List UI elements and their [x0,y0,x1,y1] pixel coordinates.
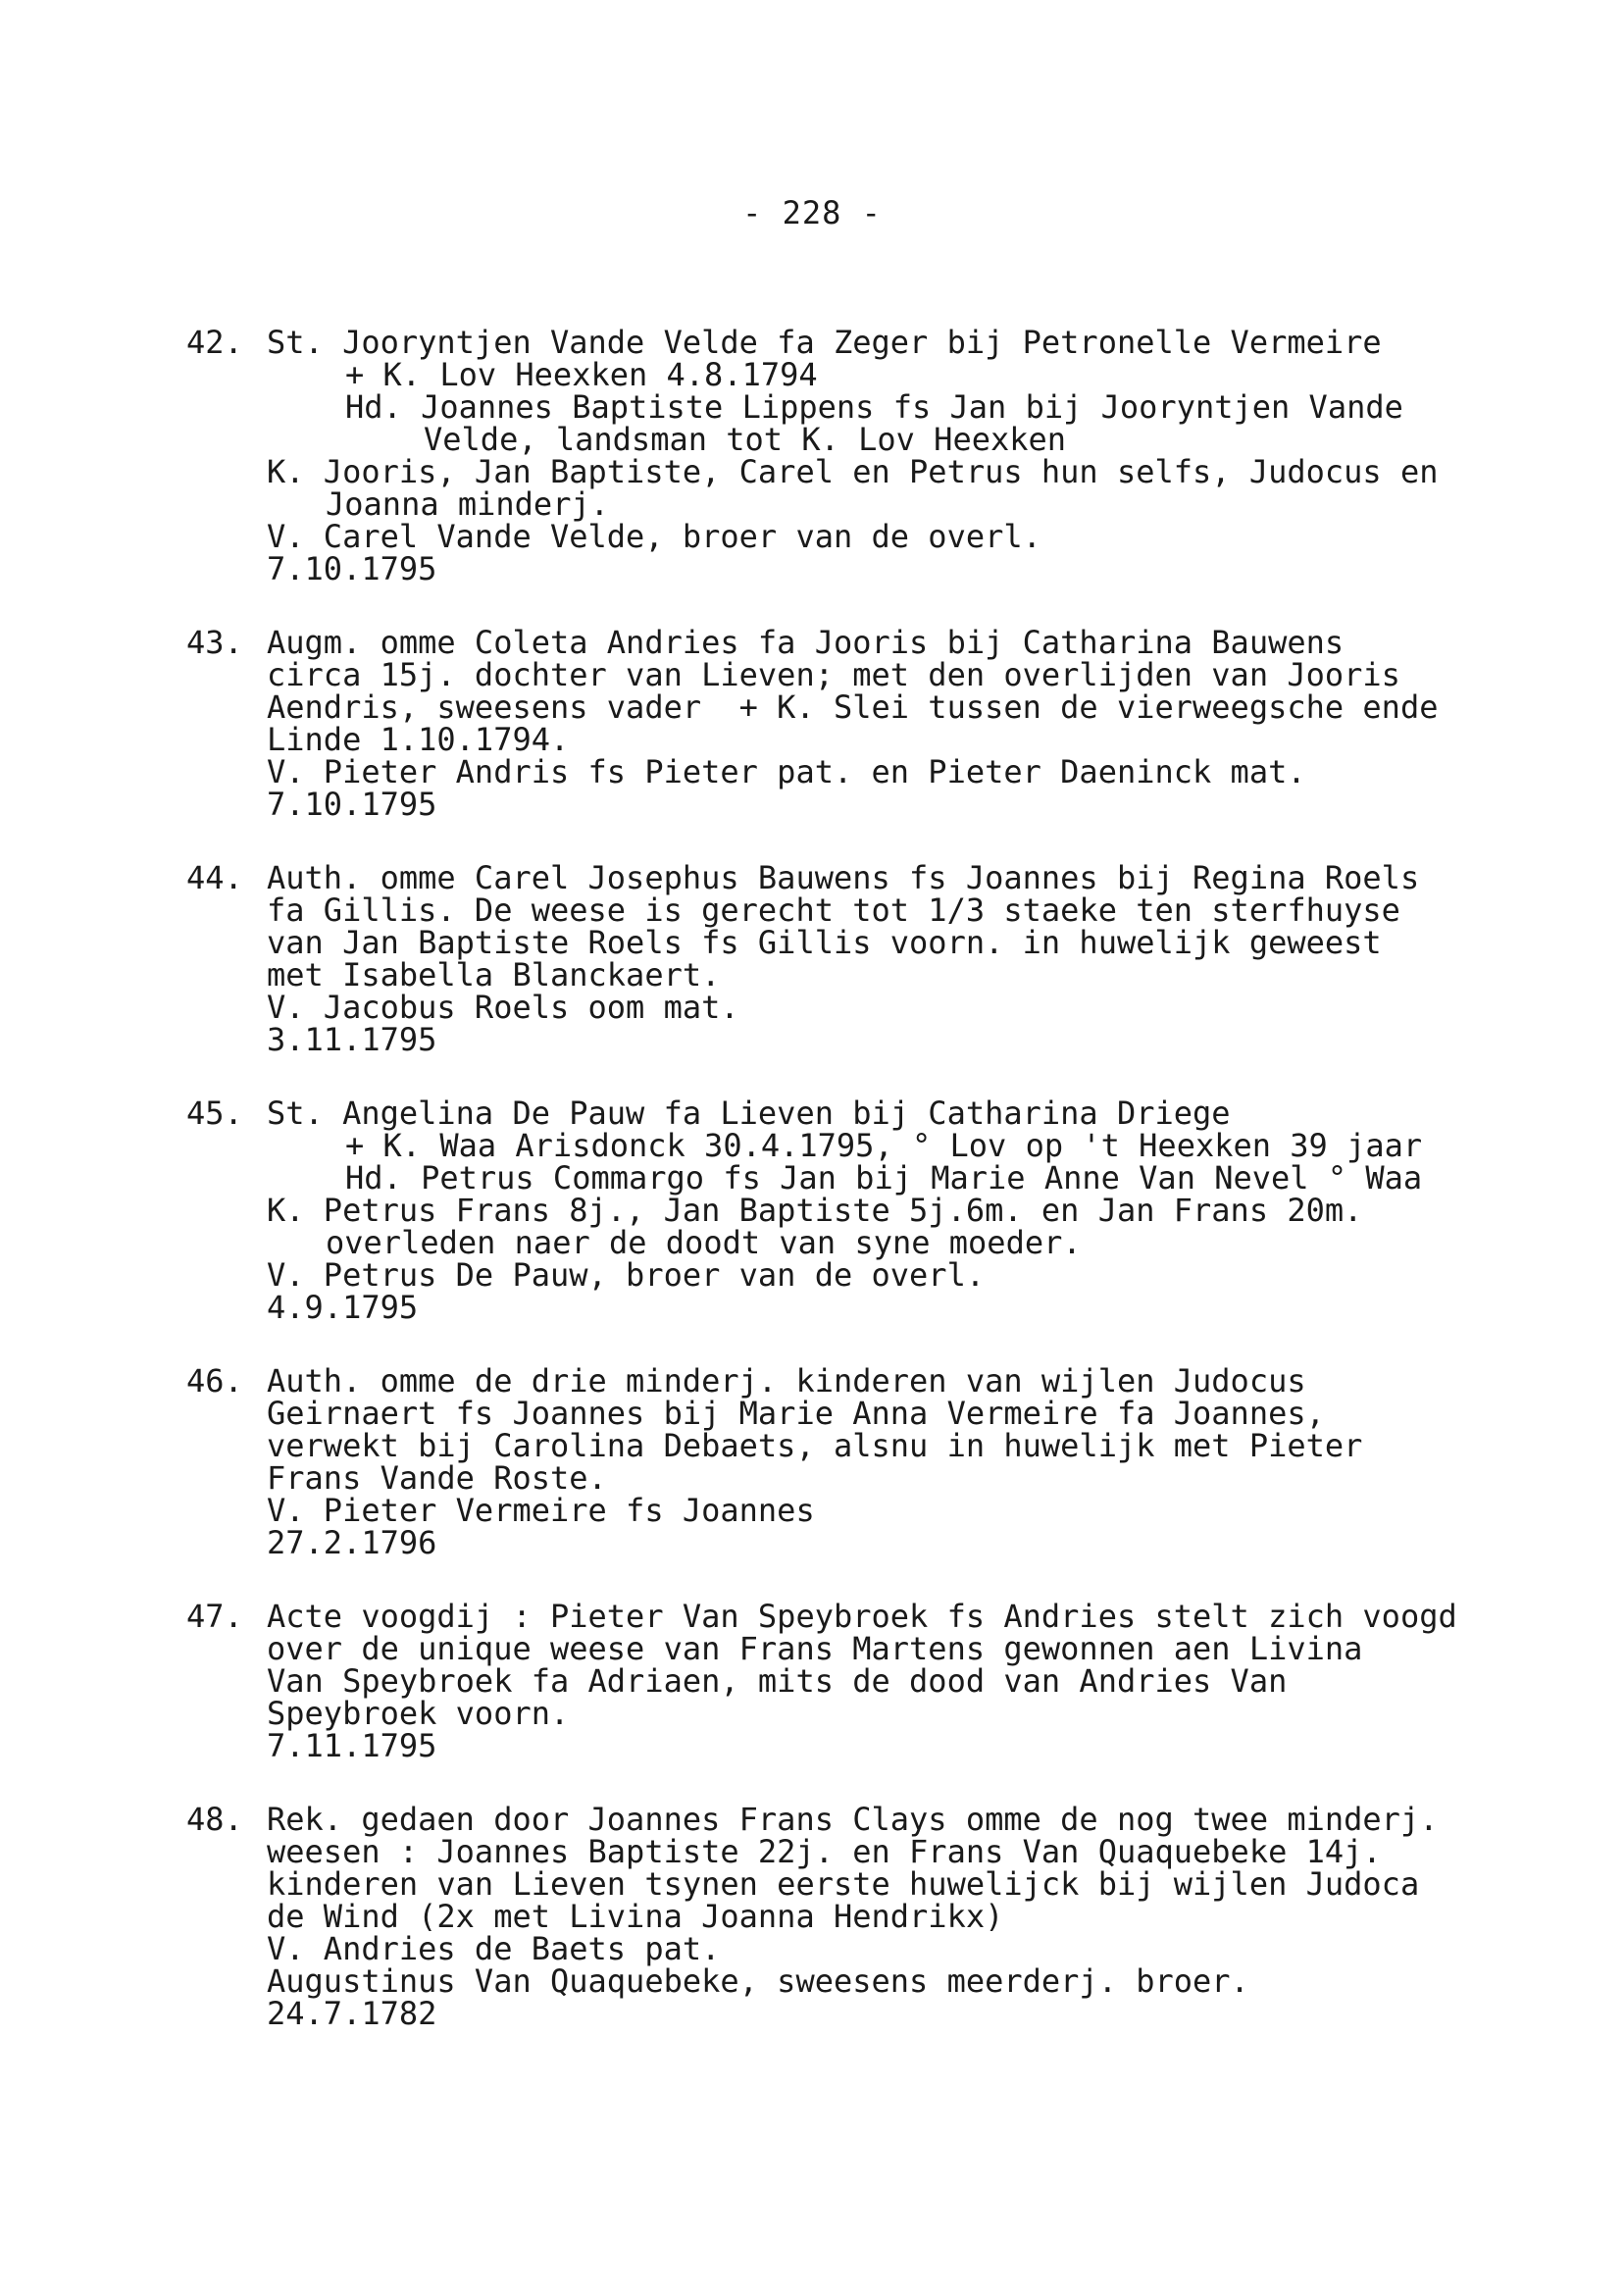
entry-line: Acte voogdij : Pieter Van Speybroek fs Andries stelt zich voogd [267,1598,1457,1635]
entry-line: + K. Lov Heexken 4.8.1794 [345,356,818,393]
entry-line: 7.10.1795 [267,786,437,823]
entry-line: overleden naer de doodt van syne moeder. [326,1224,1082,1261]
entry-line: K. Jooris, Jan Baptiste, Carel en Petrus hun selfs, Judocus en [267,453,1439,490]
entry-lines [267,1598,1559,1764]
entry-line: circa 15j. dochter van Lieven; met den overlijden van Jooris [267,656,1400,693]
entry-line: + K. Waa Arisdonck 30.4.1795, ° Lov op 't Heexken 39 jaar [345,1127,1423,1164]
entry-line: van Jan Baptiste Roels fs Gillis voorn. in huwelijk geweest [267,924,1382,961]
entries-list [186,324,1559,2071]
entry-number: 48. [186,1801,243,1838]
entry-line: fa Gillis. De weese is gerecht tot 1/3 staeke ten sterfhuyse [267,891,1400,929]
entry-line: 3.11.1795 [267,1021,437,1058]
entry-number: 47. [186,1598,243,1635]
entry-lines [267,1362,1559,1561]
entry-line: Auth. omme Carel Josephus Bauwens fs Joannes bij Regina Roels [267,859,1420,896]
entry-lines [267,624,1559,823]
entry-line: 7.11.1795 [267,1727,437,1764]
entry-line: V. Carel Vande Velde, broer van de overl. [267,518,1041,555]
entry-line: 7.10.1795 [267,550,437,587]
entry-line: Aendris, sweesens vader + K. Slei tussen de vierweegsche ende [267,688,1439,726]
entry-line: 24.7.1782 [267,1995,437,2032]
entry [186,1801,1559,2032]
entry-line: Auth. omme de drie minderj. kinderen van wijlen Judocus [267,1362,1306,1400]
entry-line: over de unique weese van Frans Martens gewonnen aen Livina [267,1630,1363,1667]
entry [186,324,1559,587]
entry-line: St. Jooryntjen Vande Velde fa Zeger bij Petronelle Vermeire [267,324,1382,361]
entry-line: Velde, landsman tot K. Lov Heexken [424,421,1067,458]
entry-line: Speybroek voorn. [267,1695,570,1732]
entry [186,1097,1559,1324]
entry-lines [267,324,1559,587]
page-number: - 228 - [742,194,882,231]
entry-line: V. Jacobus Roels oom mat. [267,989,739,1026]
entry-line: V. Pieter Vermeire fs Joannes [267,1492,815,1529]
entry-line: Hd. Petrus Commargo fs Jan bij Marie Anne Van Nevel ° Waa [345,1159,1423,1196]
entry-line: Joanna minderj. [326,485,609,523]
entry-line: weesen : Joannes Baptiste 22j. en Frans Van Quaquebeke 14j. [267,1833,1382,1870]
entry-line: met Isabella Blanckaert. [267,956,721,993]
entry-line: Augustinus Van Quaquebeke, sweesens meerderj. broer. [267,1962,1249,2000]
entry-number: 42. [186,324,243,361]
entry-number: 45. [186,1095,243,1132]
entry-line: verwekt bij Carolina Debaets, alsnu in huwelijk met Pieter [267,1427,1363,1464]
entry-line: de Wind (2x met Livina Joanna Hendrikx) [267,1898,1004,1935]
entry-line: 27.2.1796 [267,1524,437,1561]
entry-number: 43. [186,624,243,661]
entry-number: 44. [186,859,243,896]
entry-lines [267,859,1559,1058]
entry-line: Hd. Joannes Baptiste Lippens fs Jan bij Jooryntjen Vande [345,388,1403,426]
entry-line: St. Angelina De Pauw fa Lieven bij Catharina Driege [267,1095,1231,1132]
entry-line: Linde 1.10.1794. [267,721,570,758]
entry [186,1362,1559,1561]
entry-line: Augm. omme Coleta Andries fa Jooris bij Catharina Bauwens [267,624,1345,661]
entry [186,859,1559,1058]
entry-line: Rek. gedaen door Joannes Frans Clays omme de nog twee minderj. [267,1801,1439,1838]
entry-line: K. Petrus Frans 8j., Jan Baptiste 5j.6m. en Jan Frans 20m. [267,1192,1363,1229]
entry-line: V. Pieter Andris fs Pieter pat. en Pieter Daeninck mat. [267,753,1306,790]
entry-lines [267,1097,1559,1324]
entry-line: Geirnaert fs Joannes bij Marie Anna Vermeire fa Joannes, [267,1395,1325,1432]
entry-line: kinderen van Lieven tsynen eerste huwelijck bij wijlen Judoca [267,1865,1420,1903]
entry-line: 4.9.1795 [267,1289,419,1326]
entry-line: V. Andries de Baets pat. [267,1930,721,1967]
entry-number: 46. [186,1362,243,1400]
entry [186,1598,1559,1764]
entry-line: Frans Vande Roste. [267,1459,607,1497]
entry-line: Van Speybroek fa Adriaen, mits de dood van Andries Van [267,1662,1288,1700]
entry [186,624,1559,823]
entry-line: V. Petrus De Pauw, broer van de overl. [267,1256,986,1294]
entry-lines [267,1801,1559,2032]
